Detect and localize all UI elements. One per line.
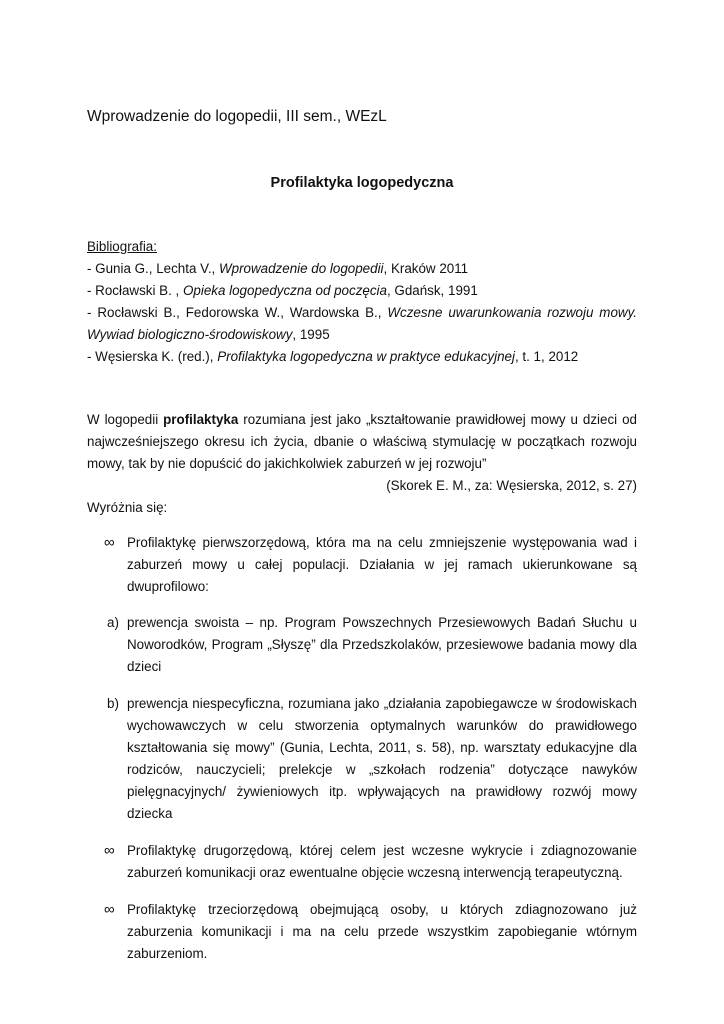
citation: (Skorek E. M., za: Węsierska, 2012, s. 27) [386, 478, 637, 493]
list-item-a: a) prewencja swoista – np. Program Powszechnych Przesiewowych Badań Słuchu u Noworodków, Program „Słyszę” dla Przedszkolaków, przesiewowe badania mowy dla dzieci [87, 612, 637, 678]
bibliography-section [87, 236, 637, 368]
bibliography-item: - Rocławski B. , Opieka logopedyczna od poczęcia, Gdańsk, 1991 [87, 283, 478, 298]
infinity-icon: ∞ [104, 842, 115, 859]
bibliography-item: - Węsierska K. (red.), Profilaktyka logopedyczna w praktyce edukacyjnej, t. 1, 2012 [87, 349, 579, 364]
intro-section [87, 409, 637, 519]
list-item-secondary: ∞ Profilaktykę drugorzędową, której celem jest wczesne wykrycie i zdiagnozowanie zaburzeń komunikacji oraz ewentualne objęcie wczesną interwencją terapeutyczną. [104, 842, 637, 880]
list-item-primary: ∞ Profilaktykę pierwszorzędową, która ma na celu zmniejszenie występowania wad i zaburzeń mowy u całej populacji. Działania w jej ramach ukierunkowane są dwuprofilowo: [104, 534, 637, 594]
bibliography-heading: Bibliografia: [87, 239, 157, 254]
prevention-list [87, 532, 637, 965]
bibliography-item: - Rocławski B., Fedorowska W., Wardowska B., Wczesne uwarunkowania rozwoju mowy. Wywiad biologiczno-środowiskowy, 1995 [87, 305, 637, 342]
list-marker-a: a) [107, 615, 119, 630]
bibliography-item: - Gunia G., Lechta V., Wprowadzenie do logopedii, Kraków 2011 [87, 261, 469, 276]
infinity-icon: ∞ [104, 534, 115, 551]
infinity-icon: ∞ [104, 901, 115, 918]
list-item-b: b) prewencja niespecyficzna, rozumiana jako „działania zapobiegawcze w środowiskach wychowawczych w celu stworzenia optymalnych warunków do prawidłowego kształtowania się mowy” (Gunia, Lechta, 2011, s. 58), np. warsztaty edukacyjne dla rodziców, nauczycieli; prelekcje w „szkołach rodzenia” dotyczące nawyków pielęgnacyjnych/ żywieniowych itp. wpływających na prawidłowy rozwój mowy dziecka [87, 693, 637, 825]
document-header: Wprowadzenie do logopedii, III sem., WEzL [87, 108, 387, 125]
list-intro: Wyróżnia się: [87, 500, 168, 515]
document-title: Profilaktyka logopedyczna [270, 175, 454, 191]
list-marker-b: b) [107, 696, 119, 711]
list-item-tertiary: ∞ Profilaktykę trzeciorzędową obejmującą osoby, u których zdiagnozowano już zaburzenia komunikacji i ma na celu przede wszystkim zapobieganie wtórnym zaburzeniom. [104, 901, 637, 961]
intro-paragraph: W logopedii profilaktyka rozumiana jest jako „kształtowanie prawidłowej mowy u dzieci od najwcześniejszego okresu ich życia, dbanie o właściwą stymulację w początkach rozwoju mowy, tak by nie dopuścić do jakichkolwiek zaburzeń w jej rozwoju” [87, 412, 637, 471]
